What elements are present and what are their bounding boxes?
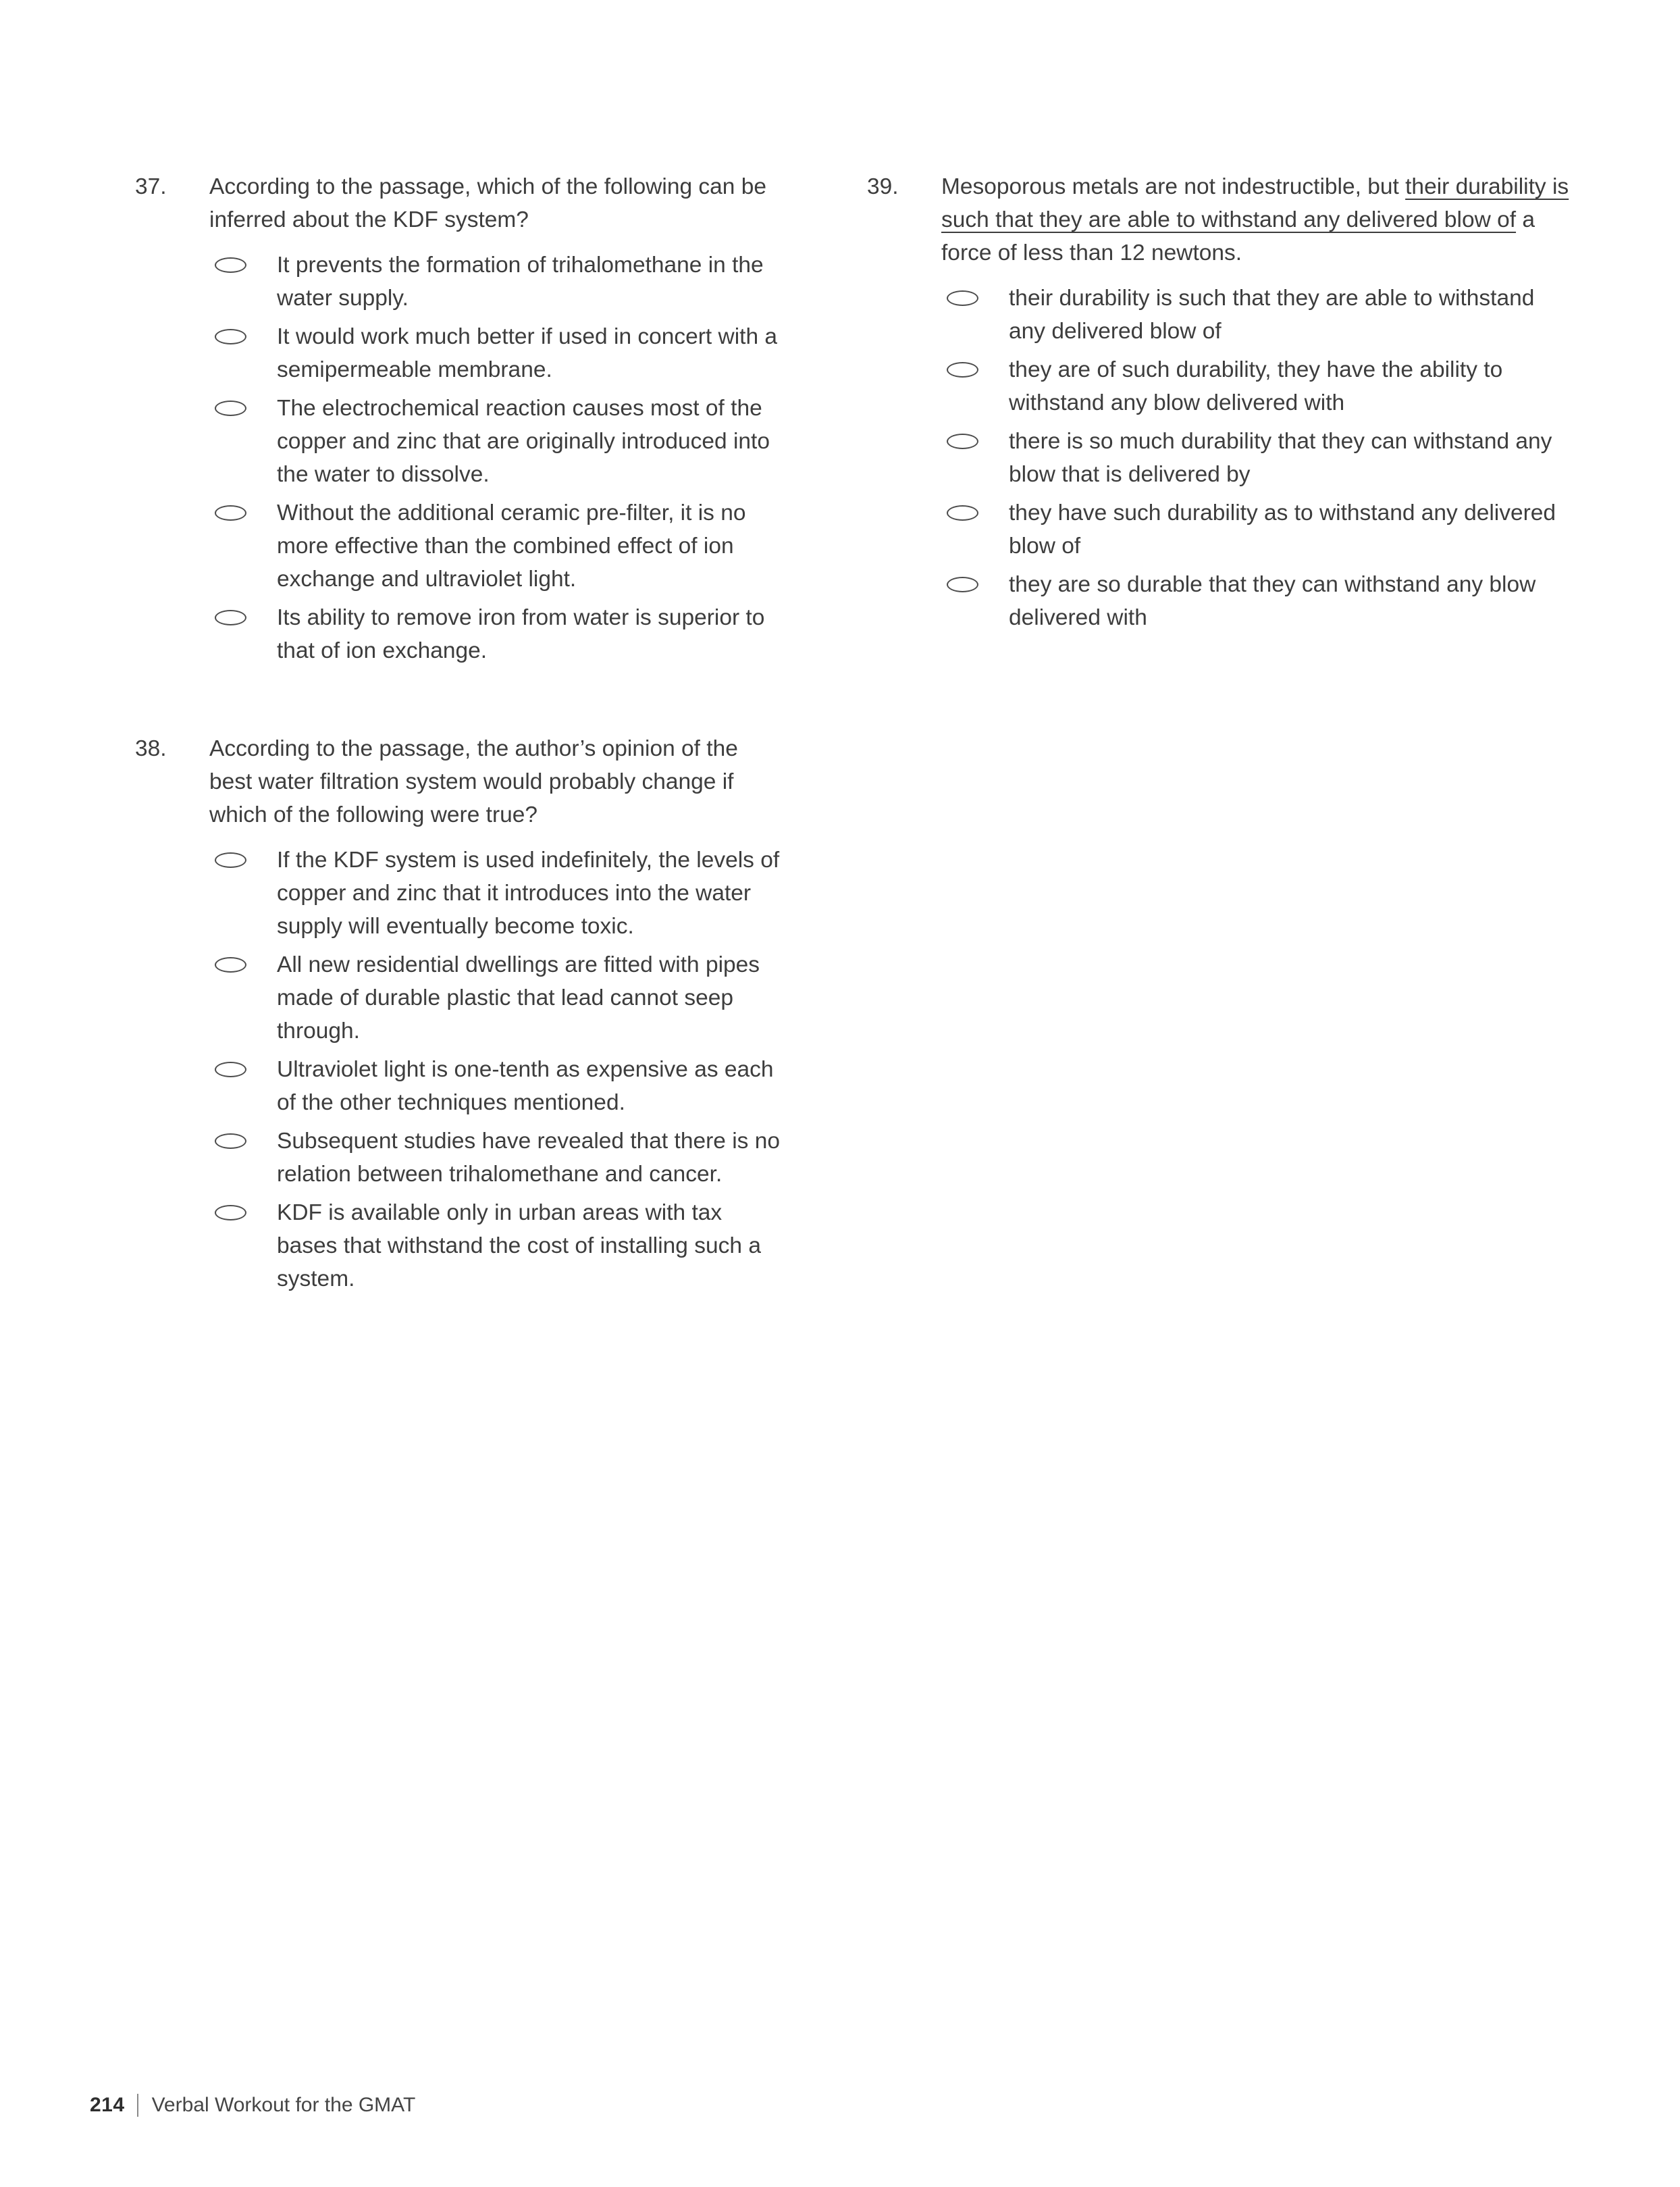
- answer-bubble-icon[interactable]: [215, 401, 246, 416]
- footer-divider: [137, 2094, 138, 2117]
- bubble-cell: [209, 601, 277, 625]
- answer-bubble-icon[interactable]: [215, 852, 246, 868]
- question-number: 39.: [867, 174, 899, 199]
- stem-text: Mesoporous metals are not indestructible, but: [941, 174, 1406, 199]
- answer-option-text: there is so much durability that they can withstand any blow that is delivered by: [1009, 429, 1552, 487]
- answer-bubble-icon[interactable]: [947, 362, 978, 378]
- answer-bubble-icon[interactable]: [215, 329, 246, 344]
- bubble-cell: [209, 948, 277, 973]
- answer-options: [209, 844, 785, 1301]
- question-number: 37.: [135, 174, 167, 199]
- answer-option[interactable]: [209, 948, 785, 1048]
- bubble-cell: [209, 1125, 277, 1149]
- right-column: [867, 170, 1583, 1301]
- underlined-text: their durability is such that they are able to withstand any delivered blow of: [941, 174, 1569, 232]
- bubble-cell: [941, 496, 1009, 521]
- answer-options: [209, 249, 785, 673]
- answer-option-text: they have such durability as to withstand any delivered blow of: [1009, 500, 1556, 559]
- answer-option-text: The electrochemical reaction causes most of the copper and zinc that are originally introduced into the water to dissolve.: [277, 396, 770, 487]
- answer-bubble-icon[interactable]: [215, 257, 246, 273]
- question-stem: [209, 732, 785, 831]
- answer-bubble-icon[interactable]: [215, 957, 246, 973]
- bubble-cell: [941, 425, 1009, 449]
- answer-option-text: KDF is available only in urban areas with tax bases that withstand the cost of installing such a system.: [277, 1200, 761, 1291]
- answer-bubble-icon[interactable]: [215, 1205, 246, 1220]
- page-number: 214: [90, 2094, 125, 2116]
- answer-option-text: Without the additional ceramic pre-filter, it is no more effective than the combined effect of ion exchange and ultraviolet light.: [277, 500, 746, 592]
- answer-option[interactable]: [209, 601, 785, 667]
- answer-option[interactable]: [209, 496, 785, 596]
- answer-option[interactable]: [941, 496, 1583, 563]
- answer-option-text: It prevents the formation of trihalomethane in the water supply.: [277, 253, 764, 311]
- answer-option-text: If the KDF system is used indefinitely, the levels of copper and zinc that it introduces into the water supply will eventually become toxic.: [277, 848, 780, 939]
- bubble-cell: [209, 249, 277, 273]
- answer-option-text: Subsequent studies have revealed that there is no relation between trihalomethane and cancer.: [277, 1129, 780, 1187]
- answer-option[interactable]: [209, 392, 785, 491]
- question-stem: [941, 170, 1583, 269]
- answer-options: [941, 282, 1583, 640]
- stem-text: According to the passage, which of the following can be inferred about the KDF system?: [209, 174, 766, 232]
- answer-option[interactable]: [209, 1196, 785, 1295]
- stem-text: a force of less than 12 newtons.: [941, 207, 1535, 265]
- answer-option-text: It would work much better if used in concert with a semipermeable membrane.: [277, 324, 778, 382]
- bubble-cell: [209, 1196, 277, 1220]
- answer-option[interactable]: [209, 1053, 785, 1119]
- stem-text: According to the passage, the author’s opinion of the best water filtration system would probably change if which of the following were true?: [209, 736, 738, 827]
- question-number: 38.: [135, 736, 167, 761]
- question-39: [867, 170, 1583, 640]
- answer-option[interactable]: [941, 353, 1583, 419]
- bubble-cell: [941, 282, 1009, 306]
- bubble-cell: [209, 320, 277, 344]
- answer-option-text: Ultraviolet light is one-tenth as expensive as each of the other techniques mentioned.: [277, 1057, 774, 1115]
- answer-option-text: Its ability to remove iron from water is superior to that of ion exchange.: [277, 605, 765, 663]
- question-38: [135, 732, 785, 1301]
- answer-bubble-icon[interactable]: [947, 434, 978, 449]
- answer-bubble-icon[interactable]: [947, 290, 978, 306]
- answer-bubble-icon[interactable]: [215, 610, 246, 625]
- answer-option-text: they are so durable that they can withstand any blow delivered with: [1009, 572, 1536, 630]
- answer-option[interactable]: [941, 425, 1583, 491]
- answer-bubble-icon[interactable]: [215, 505, 246, 521]
- bubble-cell: [209, 1053, 277, 1077]
- answer-bubble-icon[interactable]: [215, 1133, 246, 1149]
- bubble-cell: [209, 844, 277, 868]
- answer-option-text: their durability is such that they are able to withstand any delivered blow of: [1009, 286, 1535, 344]
- answer-option[interactable]: [209, 320, 785, 386]
- answer-option[interactable]: [941, 282, 1583, 348]
- answer-bubble-icon[interactable]: [947, 505, 978, 521]
- answer-option-text: they are of such durability, they have the ability to withstand any blow delivered with: [1009, 357, 1503, 415]
- answer-option-text: All new residential dwellings are fitted with pipes made of durable plastic that lead cannot seep through.: [277, 952, 760, 1044]
- bubble-cell: [941, 353, 1009, 378]
- page-content: [135, 170, 1583, 1301]
- footer-book-title: Verbal Workout for the GMAT: [151, 2094, 416, 2116]
- question-stem: [209, 170, 785, 236]
- answer-option[interactable]: [209, 1125, 785, 1191]
- answer-bubble-icon[interactable]: [947, 577, 978, 592]
- answer-option[interactable]: [209, 249, 785, 315]
- answer-bubble-icon[interactable]: [215, 1062, 246, 1077]
- question-body: [209, 170, 785, 673]
- page-footer: [90, 2094, 415, 2117]
- left-column: [135, 170, 785, 1301]
- answer-option[interactable]: [941, 568, 1583, 634]
- question-body: [209, 732, 785, 1301]
- question-body: [941, 170, 1583, 640]
- answer-option[interactable]: [209, 844, 785, 943]
- bubble-cell: [941, 568, 1009, 592]
- bubble-cell: [209, 496, 277, 521]
- bubble-cell: [209, 392, 277, 416]
- question-37: [135, 170, 785, 673]
